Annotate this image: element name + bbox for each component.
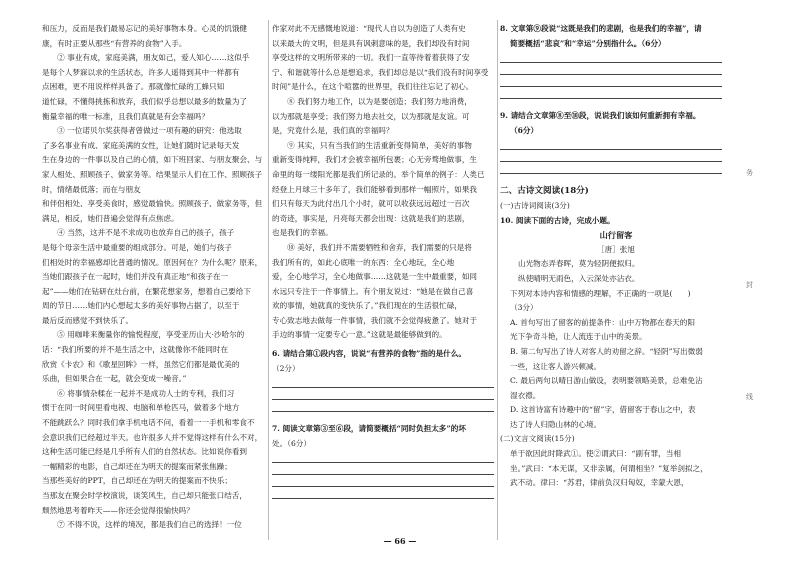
- text-line: 山光物态弄春晖，莫为轻阴便拟归。: [518, 259, 640, 269]
- text-line: 光下争奇斗艳，让人流连于山中的美景。: [510, 332, 647, 342]
- column-2-questions: [272, 347, 500, 499]
- text-line: 们相处时的幸福感却比普通的情况。原因何在？为什么呢？原来，: [42, 257, 263, 267]
- text-line: 是，究竟什么是，我们真的幸福吗？: [272, 126, 394, 136]
- text-line: 是每个人梦寐以求的生活状态，许多人遥得到其中一样都有: [42, 67, 240, 77]
- text-line: 享受这样的文明所带来的一切。我们一直等待着着获得了安: [272, 53, 470, 63]
- text-line: ⑦ 不得不说，这样的境况，都是我们自己的选择！一位: [42, 520, 242, 530]
- text-line: 一些，这让客人游兴顿减。: [510, 361, 602, 371]
- text-line: 爱，全心地学习，全心地做事……这就是一生中最重要，如同: [272, 272, 478, 282]
- column-1: [42, 22, 272, 533]
- text-line: 一幅精彩的电影，自己却还在为明天的提案而紧张焦躁；: [42, 461, 232, 471]
- text-line: 生在身边的一件事以及自己的心情，如下班回家、与朋友聚会、与: [42, 155, 263, 165]
- text-line: 欢的事情，她就真的变快乐了。”我们现在的生活很忙碌，: [272, 301, 462, 311]
- text-line: 满足，相反，她们普遍会觉得有点焦虑。: [42, 213, 179, 223]
- text-line: 专心致志地去做每一件事情，我们就不会觉得疲惫了。她对于: [272, 315, 478, 325]
- text-line: 当她们跟孩子在一起时，她们并没有真正地“和孩子在一: [42, 272, 229, 282]
- column-2: [272, 22, 500, 509]
- text-line: 我们所有的，如此心底唯一的东西：全心地玩，全心地: [272, 257, 455, 267]
- text-line: 湿衣襟。: [510, 390, 541, 400]
- column-2-text: [272, 22, 500, 343]
- text-line: 点困难，更不用说样样具备了。那就像忙碌的工蜂只知: [42, 82, 225, 92]
- text-line: ③ 一位诺贝尔奖获得者曾做过一项有趣的研究：他选取: [42, 126, 242, 136]
- text-line: 康，有时正要从那些“有营养的食物”入手。: [42, 38, 187, 48]
- text-line: ② 事业有成，家庭美满，朋友如己，爱人知心……这似乎: [42, 53, 250, 63]
- text-line: 时，情绪最低落；而在与朋友: [42, 184, 141, 194]
- poem-body: [500, 257, 732, 286]
- text-line: 当那友在聚会时学校演说，谈笑风生，自己却只能张口结舌，: [42, 491, 248, 500]
- answer-options: [500, 316, 732, 433]
- text-line: 以来最大的文明，但是具有讽刺意味的是，我们却没有时间: [272, 38, 470, 48]
- text-line: 以为那就是享受；我们努力地去社交，以为那就是友谊。可: [272, 111, 470, 121]
- question-score: （2分）: [272, 363, 300, 373]
- poem-author: ［唐］张旭: [597, 244, 635, 254]
- text-line: 也是我们的幸福。: [272, 228, 333, 238]
- text-line: ⑧ 我们努力地工作，以为是要创造；我们努力地消费，: [272, 96, 472, 106]
- question-10: 10. 阅读下面的古诗，完成小题。: [500, 215, 615, 225]
- text-line: 经登上月球三十多年了，我们能够看到那样一幅照片，如果我: [272, 184, 478, 194]
- section-title: 二、古诗文阅读(18分): [500, 186, 589, 197]
- text-line: 会意识我们已经超过半天。也许很多人并不觉得这样有什么不对，: [42, 432, 263, 442]
- text-line: 宁、和谐就等什么总是想追求，我们却总是以“我们没有时间享受: [272, 67, 489, 77]
- answer-line[interactable]: [272, 462, 494, 463]
- question-label: 6. 请结合第①段内容，说说“有营养的食物”指的是什么。: [272, 349, 466, 359]
- question-label: 8. 文章第⑨段说“这既是我们的悲剧，也是我们的幸福”，请: [500, 24, 702, 33]
- poem-title: 山行留客: [599, 230, 633, 241]
- question-label: 7. 阅读文章第③至⑥段，请简要概括“同时负担太多”的坏: [272, 424, 466, 434]
- text-line: 重新变得纯粹，我们才会被幸福所包裹；心无旁骛地做事，生: [272, 155, 478, 165]
- text-line: B. 第二句写出了诗人对客人的劝留之辞。“轻阴”写出微弱: [510, 346, 703, 356]
- text-line: 水远只专注于一件事情上。有个朋友说过：“她是在做自己喜: [272, 286, 474, 296]
- text-line: 命里的每一缕阳光都是我们所记录的。举个简单的例子：人类已: [272, 169, 485, 179]
- text-line: 道忙碌，不懂得挑拣和放弃，我们似乎总想以最多的数量为了: [42, 96, 248, 106]
- binding-mark: 线: [746, 393, 753, 401]
- text-line: 单于欲因此时降武①。使②谓武曰：“副有罪，当相: [510, 449, 681, 459]
- text-line: 纵使晴明无雨色，入云深处亦沾衣。: [518, 273, 640, 283]
- text-line: C. 最后两句以晴日游山做设，表明要领略美景，总难免沾: [510, 376, 703, 386]
- answer-line[interactable]: [272, 498, 494, 499]
- text-line: 和压力，反而是我们最易忘记的美好事物本身。心灵的饥饿健: [42, 24, 248, 33]
- text-line: 家人相处、照顾孩子、做家务等。结果显示人们在工作、照顾孩子: [42, 169, 263, 179]
- text-line: 了多名事业有成、家庭美满的女性，让她们随时记录每天发: [42, 140, 240, 150]
- column-3-questions: [500, 22, 732, 174]
- classical-text: [500, 447, 732, 491]
- text-line: ⑤ 用咖啡来衡量你的愉悦程度，享受亚历山大·沙哈尔的: [42, 330, 245, 340]
- answer-line[interactable]: [272, 399, 494, 400]
- answer-line[interactable]: [272, 474, 494, 475]
- subsection-poetry: (一)古诗词阅读(3分): [500, 200, 570, 210]
- text-line: 起”——她们在钻研在灶台前，在繁花想家务，想着自己要给下: [42, 286, 251, 296]
- text-line: 作家对此不无感慨地说道：“现代人自以为创造了人类有史: [272, 24, 466, 33]
- answer-line[interactable]: [272, 486, 494, 487]
- text-line: 坐。”武曰：“本无谋，又非亲属，何谓相坐？”复举剑拟之，: [510, 463, 708, 473]
- subsection-classical: (二)文言文阅读(15分): [500, 434, 575, 444]
- text-line: 时间”是什么，在这个喧嚣的世界里，我们往往忘记了初心。: [272, 82, 474, 92]
- answer-line[interactable]: [500, 98, 722, 99]
- text-line: 的奇迹，事实是，月亮每天都会出现：这就是我们的悲剧，: [272, 213, 470, 223]
- column-3: [500, 22, 732, 491]
- answer-line[interactable]: [500, 161, 722, 162]
- answer-line[interactable]: [500, 74, 722, 75]
- text-line: 当那些美好的PPT，自己却还在为明天的提案而不快乐；: [42, 476, 232, 486]
- answer-line[interactable]: [500, 86, 722, 87]
- text-line: 这种生活可能已经是几乎所有人们的自然状态。比如说你看到: [42, 447, 248, 457]
- question-score: 处。（6分）: [272, 438, 311, 448]
- text-line: ④ 当然，这并不是不求成功也放弃自己的孩子，孩子: [42, 228, 235, 238]
- text-line: 欣赏《卡农》和《歌星回眸》一样，虽然它们都是最优美的: [42, 359, 240, 369]
- page-number: — 66 —: [383, 536, 417, 546]
- text-line: 话：“我们所要的并不是生活之中，这就像你不能同时在: [42, 345, 229, 355]
- binding-mark: 封: [746, 281, 753, 289]
- text-line: 衡量幸福的唯一标准，且我们真就是有会幸福吗？: [42, 111, 210, 121]
- text-line: 不能跳跃么？同时我们拿手机电话不问，看着一一手机和零食不: [42, 418, 255, 428]
- text-line: 惯于在同一时间里看电视、电脑和单枪匹马，做着多个地方: [42, 403, 240, 413]
- question-stem: 下列对本诗内容和情感的理解，不正确的一项是( ): [510, 288, 691, 298]
- binding-mark: 务: [746, 169, 753, 177]
- question-label-cont: 简要概括“悲哀”和“幸运”分别指什么。（6分）: [510, 38, 666, 48]
- text-line: 手边的事情一定要专心一意。”这就是最能够做到的。: [272, 330, 447, 340]
- text-line: 颓然地思考着昨天——你还会觉得很愉快吗？: [42, 505, 194, 515]
- text-line: ⑥ 将事情杂糅在一起并不是成功人士的专利，我们习: [42, 388, 235, 398]
- text-line: 是每个母亲生活中最重要的组成部分。可是，她们与孩子: [42, 242, 232, 252]
- question-score: （3分）: [510, 303, 538, 313]
- text-line: 们只有每天为此付出几个小时，就可以收获远远超过一百次: [272, 199, 470, 209]
- text-line: ⑨ 其实，只有当我们的生活重新变得简单，美好的事物: [272, 140, 472, 150]
- answer-line[interactable]: [272, 411, 494, 412]
- text-line: D. 这首诗富有诗趣中的“留”字，借留客于春山之中，表: [510, 405, 696, 415]
- question-label-cont: （6分）: [510, 125, 539, 135]
- text-line: 最后反而感觉不到快乐了。: [42, 315, 134, 325]
- question-label: 9. 请结合文章第⑧至⑩段，说说我们该如何重新拥有幸福。: [500, 111, 701, 121]
- answer-line[interactable]: [500, 62, 722, 63]
- text-line: 武不动。律曰：“苏君，律前负汉归匈奴，幸蒙大恩，: [510, 478, 689, 488]
- answer-line[interactable]: [500, 173, 722, 174]
- text-line: 乐曲，但如果合在一起，就会变成一噪音。”: [42, 374, 187, 384]
- text-line: ⑩ 美好，我们并不需要牺牲和舍弃，我们需要的只是将: [272, 242, 472, 252]
- text-line: 达了诗人归隐山林的心境。: [510, 419, 602, 429]
- text-line: 和伴侣相处、享受美食时，感觉最愉快。照顾孩子、做家务等，但: [42, 199, 263, 209]
- text-line: A. 首句写出了留客的前提条件：山中万物都在春天的阳: [510, 317, 695, 327]
- text-line: 周的节日……她们内心想起太多的美好事物占据了，以至于: [42, 301, 240, 311]
- answer-line[interactable]: [272, 387, 494, 388]
- answer-line[interactable]: [500, 149, 722, 150]
